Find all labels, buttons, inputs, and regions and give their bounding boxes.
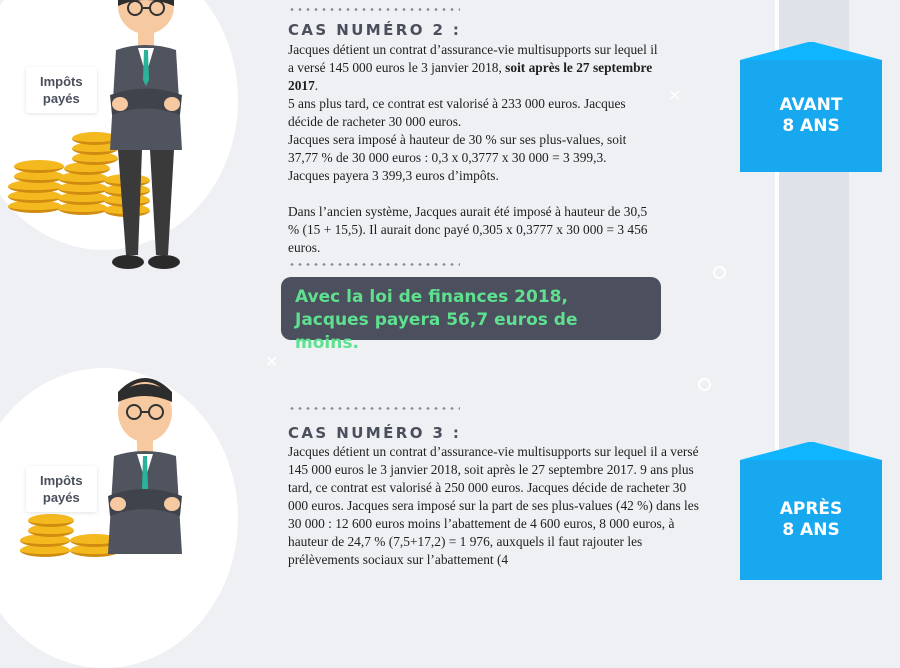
- badge-before-line2: 8 ANS: [782, 116, 840, 136]
- ring-decoration-1: [713, 266, 726, 279]
- divider-dots-bottom: [288, 407, 460, 410]
- ring-decoration-2: [698, 378, 711, 391]
- businessman-illustration-top: [102, 0, 190, 275]
- badge-after-line2: 8 ANS: [782, 520, 840, 540]
- tax-paid-label-line1: Impôts: [40, 74, 83, 89]
- cross-decoration-2: ✕: [265, 352, 279, 371]
- divider-dots-top: [288, 8, 460, 11]
- case-2-old-system: Dans l’ancien système, Jacques aurait été imposé à hauteur de 30,5 % (15 + 15,5). Il aurait donc payé 0,305 x 0,3777 x 30 000 = 3 456 euros.: [288, 204, 648, 255]
- tax-paid-label-line2: payés: [42, 91, 80, 106]
- case-2-paragraph-1: [288, 41, 658, 95]
- badge-after-line1: APRÈS: [779, 499, 843, 519]
- case-2-line-3: Jacques payera 3 399,3 euros d’impôts.: [288, 168, 499, 183]
- tax-paid-label-top: [26, 67, 97, 113]
- case-2-title: CAS NUMÉRO 2 :: [288, 21, 462, 39]
- badge-before-8-years: [740, 42, 882, 172]
- case-2-date-highlight: soit après le 27 septembre 2017: [288, 60, 653, 93]
- divider-dots-middle: [288, 263, 460, 266]
- tax-paid-label-bottom: [26, 466, 97, 512]
- badge-after-8-years: [740, 442, 882, 580]
- conclusion-callout: Avec la loi de finances 2018, Jacques payera 56,7 euros de moins.: [281, 277, 661, 340]
- tax-paid-label-line1: Impôts: [40, 473, 83, 488]
- case-2-line-1: 5 ans plus tard, ce contrat est valorisé à 233 000 euros. Jacques décide de racheter 30 000 euros.: [288, 96, 626, 129]
- case-3-title: CAS NUMÉRO 3 :: [288, 424, 462, 442]
- case-2-line-2: Jacques sera imposé à hauteur de 30 % sur ses plus-values, soit 37,77 % de 30 000 euros : 0,3 x 0,3777 x 30 000 = 3 399,3.: [288, 132, 627, 165]
- businessman-illustration-bottom: [100, 370, 190, 554]
- case-2-intro-end: .: [314, 78, 319, 93]
- badge-before-line1: AVANT: [779, 95, 843, 115]
- case-2-intro: Jacques détient un contrat d’assurance-vie multisupports sur lequel il a versé 145 000 euros le 3 janvier 2018,: [288, 42, 658, 75]
- tax-paid-label-line2: payés: [42, 490, 80, 505]
- case-2-body: [288, 41, 658, 257]
- cross-decoration-1: ✕: [668, 86, 682, 105]
- case-3-body: Jacques détient un contrat d’assurance-vie multisupports sur lequel il a versé 145 000 euros le 3 janvier 2018, soit après le 27 septembre 2017. 9 ans plus tard, ce contrat est valorisé à 250 000 euros. Jacques décide de racheter 30 000 euros. Jacques sera imposé sur la part de ses plus-values (42 %) dans les 30 000 : 12 600 euros moins l’abattement de 4 600 euros, 8 000 euros, à hauteur de 24,7 % (7,5+17,2) = 1 976, auxquels il faut rajouter les prélèvements sociaux sur l’abattement (4: [288, 444, 699, 567]
